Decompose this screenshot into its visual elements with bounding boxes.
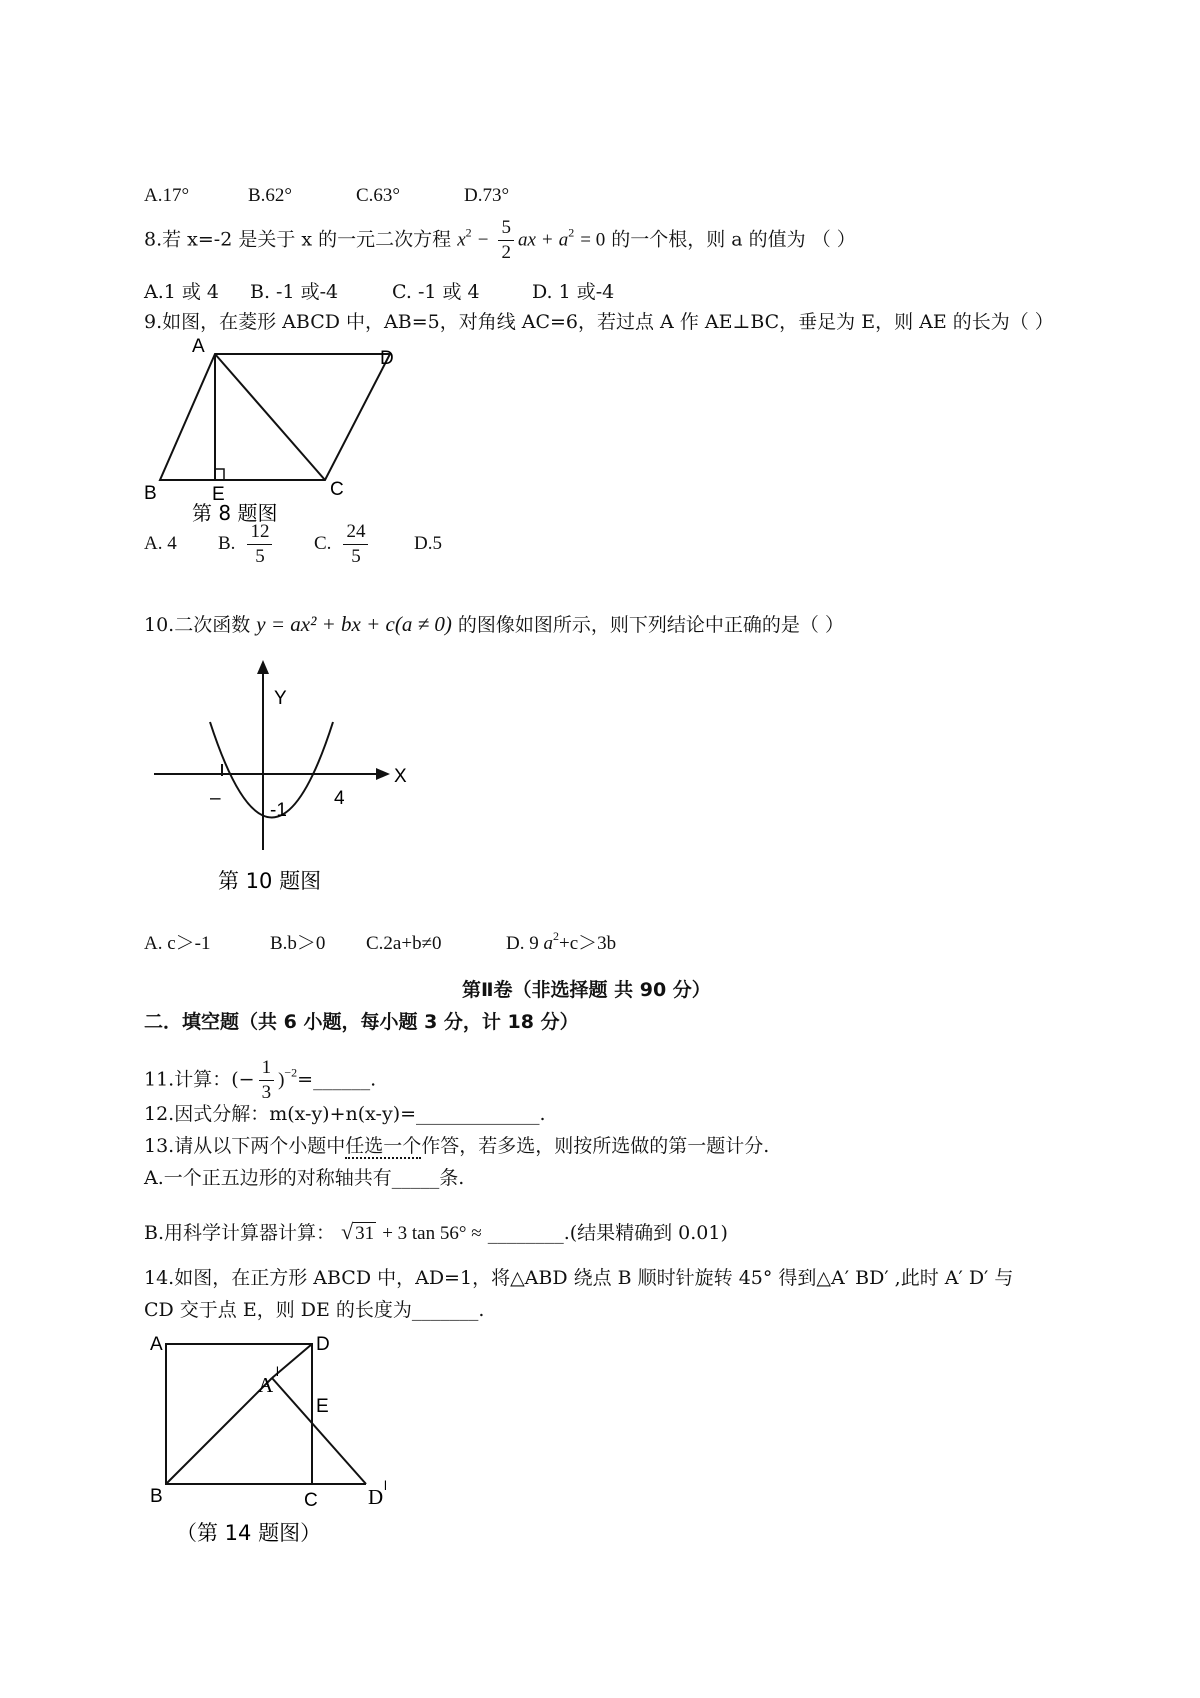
q10-option-d: D. 9 $a^2+c>3b$ — [506, 929, 617, 954]
q9-question: 9.如图，在菱形 ABCD 中，AB=5，对角线 AC=6，若过点 A 作 AE⊥BC，垂足为 E，则 AE 的长为（ ） — [144, 311, 1054, 333]
q13-emphasis: 任选一个 — [345, 1135, 422, 1157]
axis-y-label: Y — [274, 688, 287, 709]
label-b: B — [150, 1486, 163, 1507]
q8-option-c: C. -1 或 4 — [392, 281, 480, 303]
right-angle-mark — [215, 469, 224, 480]
q9-option-c: C. $\frac{24}{5}$ — [314, 508, 372, 580]
q13-question: 13.请从以下两个小题中任选一个作答，若多选，则按所选做的第一题计分. — [144, 1135, 770, 1157]
label-d: D — [316, 1334, 330, 1355]
label-a-prime: A — [258, 1373, 274, 1397]
rhombus-abcd — [160, 354, 390, 480]
axis-x-label: X — [394, 766, 407, 787]
label-d-prime: D — [368, 1485, 384, 1509]
label-e: E — [316, 1396, 329, 1417]
q9-figure-caption: 第 8 题图 — [192, 501, 278, 525]
label-a: A — [150, 1334, 163, 1355]
label-a: A — [192, 336, 205, 357]
sqrt-expression: √ 31 — [341, 1219, 375, 1244]
q14-square-figure — [150, 1330, 410, 1550]
q11-question: 11.计算：(− $\frac{1}{3}$ )$^{-2}$=______. — [144, 1057, 377, 1103]
x-axis-arrow — [376, 768, 390, 780]
q14-line-1: 14.如图，在正方形 ABCD 中，AD=1，将△ABD 绕点 B 顺时针旋转 45° 得到△A′ BD′ ,此时 A′ D′ 与 — [144, 1267, 1014, 1289]
q10-option-b: B.b＞0 — [270, 933, 326, 954]
diagonal-bd-prime — [166, 1378, 272, 1484]
label-c: C — [330, 479, 344, 500]
q8-question: 8.若 x=-2 是关于 x 的一元二次方程 $x^2$ − $\frac{5}{2}$ ax + $a^2 = 0$ 的一个根，则 a 的值为 （ ） — [144, 217, 856, 263]
section-heading: 二．填空题（共 6 小题，每小题 3 分，计 18 分） — [144, 1011, 579, 1033]
q10-parabola-figure — [150, 658, 420, 898]
q10-options — [144, 929, 617, 956]
label-c: C — [304, 1490, 318, 1511]
q7-option-a: A.17° — [144, 185, 190, 206]
label-d-prime-mark: l — [384, 1478, 387, 1493]
q9-option-a: A. 4 — [144, 533, 177, 554]
q13-part-a: A.一个正五边形的对称轴共有_____条. — [144, 1167, 465, 1189]
diagonal-ac — [215, 354, 325, 480]
q7-options — [144, 184, 510, 208]
side-a-prime-d-prime — [272, 1378, 366, 1484]
q10-figure-caption: 第 10 题图 — [218, 869, 322, 893]
label-b: B — [144, 483, 157, 504]
section-title: 第Ⅱ卷（非选择题 共 90 分） — [462, 979, 711, 1001]
q7-option-b: B.62° — [248, 185, 293, 206]
q13-part-b: B.用科学计算器计算： √ 31 + 3 tan 56° ≈ ________.(结果精确到 0.01) — [144, 1219, 728, 1244]
q14-line-2: CD 交于点 E，则 DE 的长度为_______. — [144, 1299, 485, 1321]
q9-rhombus-figure — [140, 336, 400, 525]
root-right-label: 4 — [334, 788, 345, 809]
root-left-label: – — [210, 788, 221, 809]
q8-options — [144, 280, 615, 304]
q9-option-b: B. $\frac{12}{5}$ — [218, 508, 276, 580]
vertex-label: -1 — [270, 800, 287, 821]
label-d: D — [380, 348, 394, 369]
y-axis-arrow — [257, 660, 269, 674]
q10-option-c: C.2a+b≠0 — [366, 933, 442, 954]
q8-prefix: 8.若 x=-2 是关于 x 的一元二次方程 — [144, 228, 452, 251]
q10-formula: y = ax² + bx + c(a ≠ 0) — [256, 612, 452, 636]
q8-suffix: 的一个根，则 a 的值为 （ ） — [611, 228, 856, 251]
q9-options — [144, 520, 442, 567]
q8-fraction: $\frac{5}{2}$ — [498, 216, 514, 265]
q12-question: 12.因式分解：m(x-y)+n(x-y)=_____________. — [144, 1103, 546, 1125]
q10-option-a: A. c＞-1 — [144, 933, 211, 954]
q8-option-d: D. 1 或-4 — [532, 281, 615, 303]
q7-option-d: D.73° — [464, 185, 510, 206]
q8-x: x — [457, 229, 466, 251]
label-a-prime-mark: l — [276, 1364, 279, 1379]
q8-option-a: A.1 或 4 — [144, 281, 220, 303]
q9-option-d: D.5 — [414, 533, 442, 554]
q10-question: 10.二次函数 y = ax² + bx + c(a ≠ 0) 的图像如图所示，则下列结论中正确的是（ ） — [144, 612, 844, 636]
q7-option-c: C.63° — [356, 185, 401, 206]
label-e: E — [212, 484, 225, 505]
q14-figure-caption: （第 14 题图） — [176, 1521, 322, 1545]
q8-option-b: B. -1 或-4 — [250, 281, 339, 303]
q11-fraction: $\frac{1}{3}$ — [259, 1056, 275, 1105]
